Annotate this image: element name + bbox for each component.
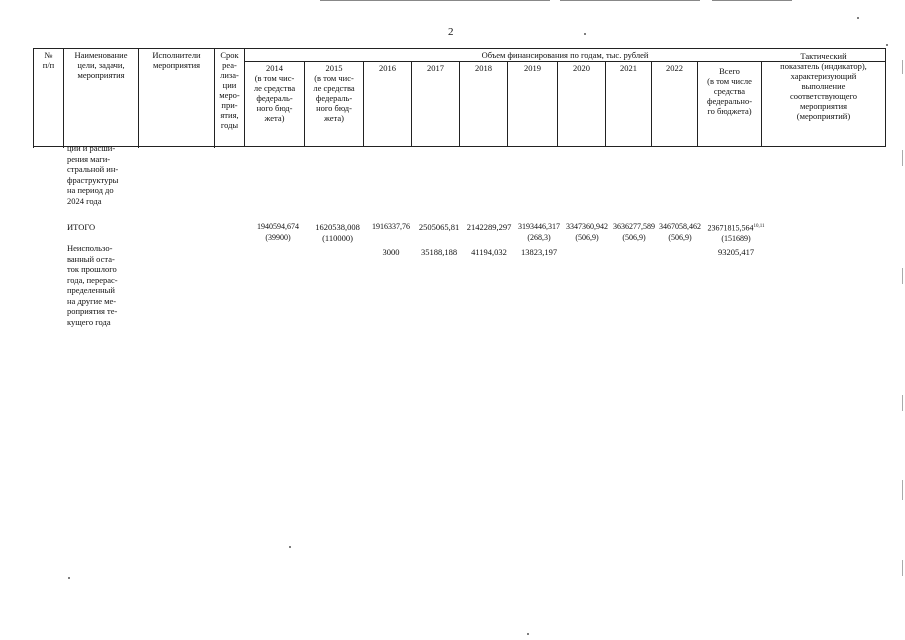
unused-total: 93205,417	[717, 247, 755, 257]
top-scan-line	[712, 0, 792, 1]
scan-speck	[886, 44, 888, 46]
col-2018-header: 2018	[460, 62, 508, 147]
total-all-value: 23671815,564	[707, 223, 754, 233]
col-indicator-header: Тактический показатель (индикатор), характеризующий выполнение соответствующего мероприятия (мероприятий)	[762, 50, 886, 135]
scan-edge-mark	[902, 268, 903, 284]
scan-speck	[289, 546, 291, 548]
page-number: 2	[448, 26, 454, 38]
total-2022: 3467058,462 (506,9)	[659, 222, 701, 242]
unused-2017: 35188,188	[420, 247, 458, 257]
total-2017: 2505065,81	[418, 222, 460, 232]
col-2021-header: 2021	[606, 62, 652, 147]
col-2015-header: 2015 (в том чис- ле средства федераль- ного бюд- жета)	[305, 62, 364, 147]
col-2017-header: 2017	[412, 62, 460, 147]
scan-edge-mark	[902, 150, 903, 166]
unused-2018: 41194,032	[471, 247, 507, 257]
scan-speck	[857, 17, 859, 19]
col-number-header: № п/п	[34, 49, 64, 147]
col-2020-header: 2020	[558, 62, 606, 147]
col-executors-header: Исполнители мероприятия	[139, 49, 215, 147]
scan-speck	[584, 33, 586, 35]
col-total-header: Всего (в том числе средства федерально- го бюджета)	[698, 62, 762, 147]
financing-table-header	[33, 48, 886, 147]
total-2016: 1916337,76	[372, 222, 410, 231]
unused-2019: 13823,197	[520, 247, 558, 257]
total-2018: 2142289,297	[466, 222, 512, 232]
scan-edge-mark	[902, 480, 903, 500]
col-2016-header: 2016	[364, 62, 412, 147]
col-2019-header: 2019	[508, 62, 558, 147]
total-2021: 3636277,589 (506,9)	[613, 222, 655, 242]
scan-edge-mark	[902, 60, 903, 74]
continuation-text: ции и расши- рения маги- стральной ин- фраструктуры на период до 2024 года	[67, 143, 119, 206]
col-2022-header: 2022	[652, 62, 698, 147]
financing-title: Объем финансирования по годам, тыс. рублей	[245, 49, 886, 62]
total-2014: 1940594,674 (39900)	[257, 222, 299, 242]
top-scan-line	[320, 0, 550, 1]
scan-speck	[68, 577, 70, 579]
total-2019: 3193446,317 (268,3)	[518, 222, 560, 242]
scan-speck	[527, 633, 529, 635]
top-scan-line	[560, 0, 700, 1]
unused-2016: 3000	[382, 247, 400, 257]
total-2020: 3347360,942 (506,9)	[566, 222, 608, 242]
total-all	[702, 222, 770, 245]
total-2015: 1620538,008 (110000)	[315, 222, 360, 243]
col-term-header: Срок реа- лиза- ции меро- при- ятия, годы	[215, 49, 245, 147]
col-name-header: Наименование цели, задачи, мероприятия	[64, 49, 139, 147]
total-all-federal: (151689)	[721, 234, 751, 244]
scan-edge-mark	[902, 560, 903, 576]
total-label: ИТОГО	[67, 222, 96, 232]
col-2014-header: 2014 (в том чис- ле средства федераль- ного бюд- жета)	[245, 62, 305, 147]
scan-edge-mark	[902, 395, 903, 411]
total-footnote-ref: 10,11	[753, 224, 765, 229]
unused-label: Неиспользо- ванный оста- ток прошлого года, перерас- пределенный на другие ме- роприятия те- кущего года	[67, 243, 118, 327]
